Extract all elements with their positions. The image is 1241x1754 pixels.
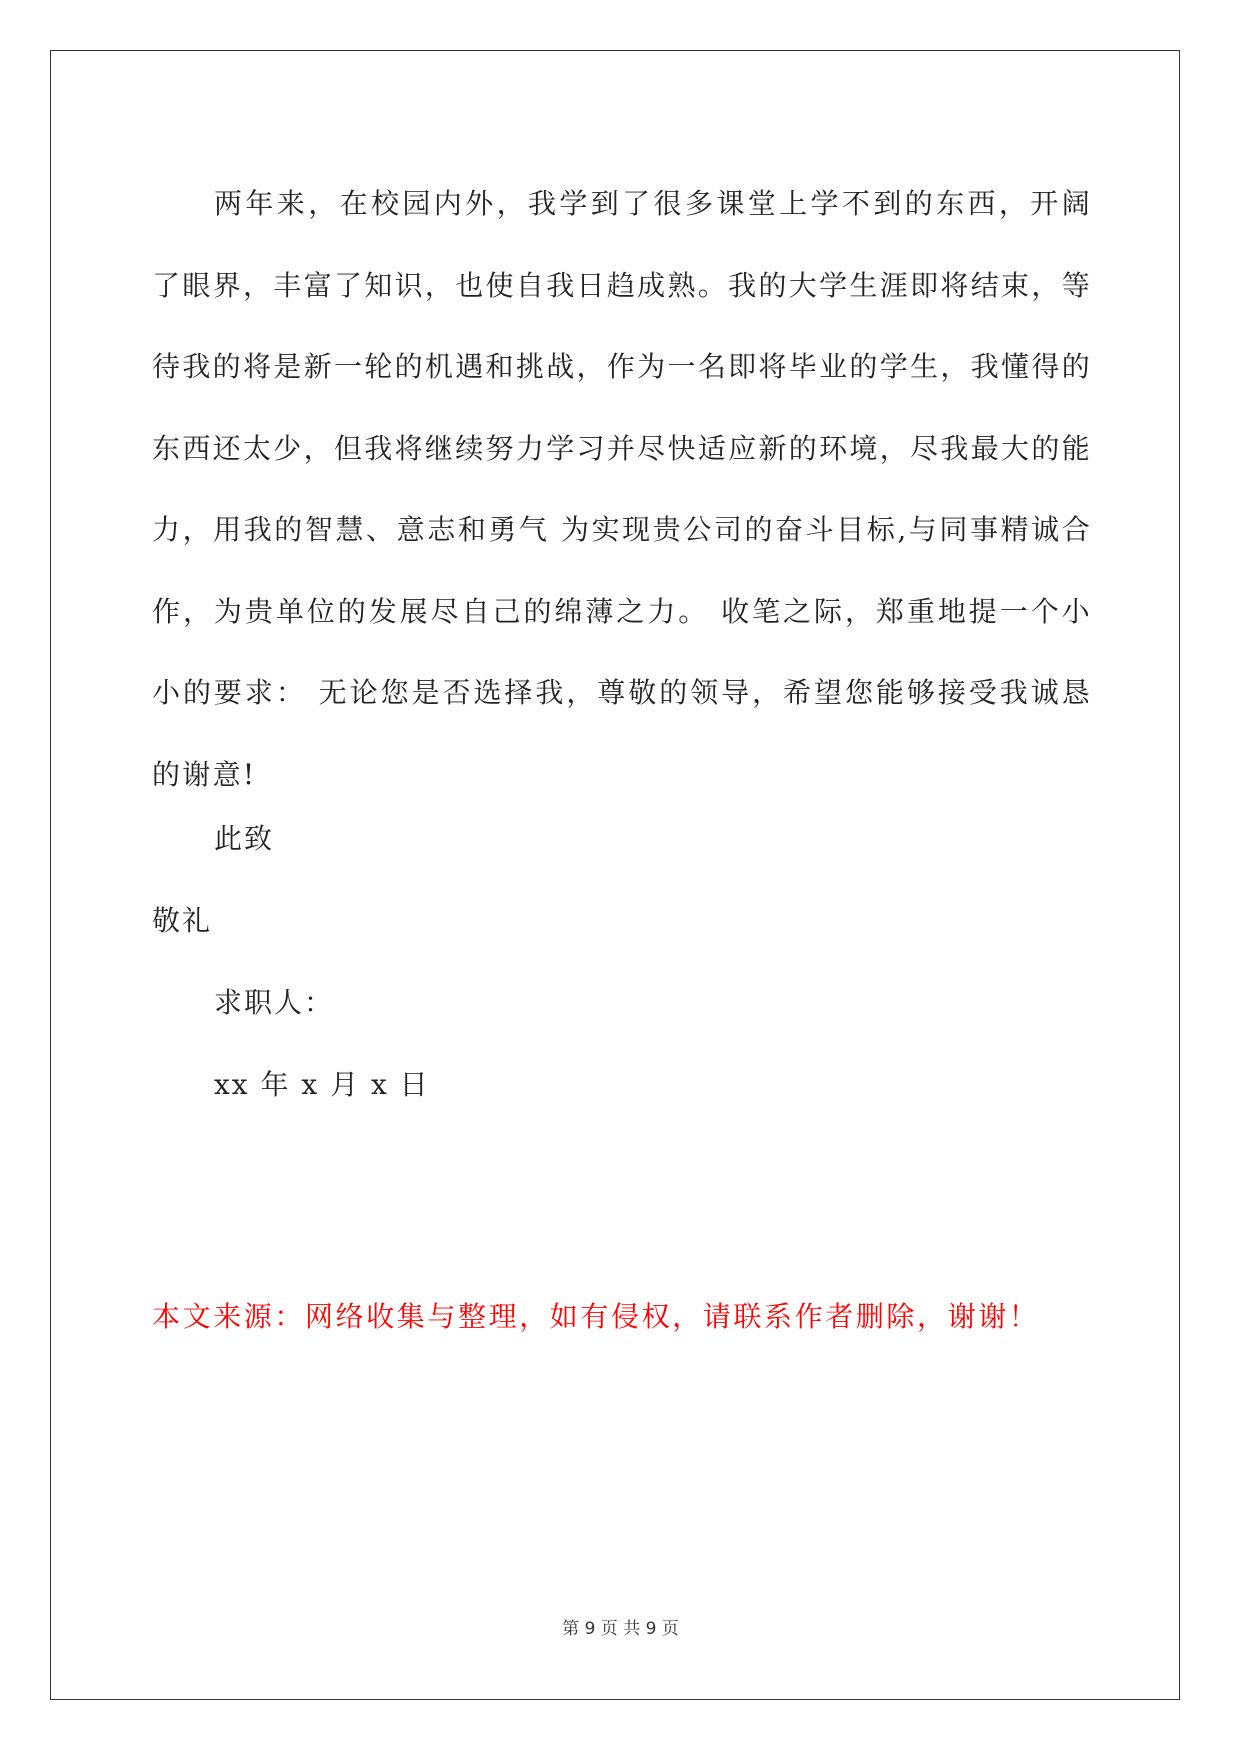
closing-salutation: 此致 bbox=[214, 822, 275, 855]
date-line: xx 年 x 月 x 日 bbox=[214, 1068, 430, 1101]
closing-regards: 敬礼 bbox=[152, 904, 213, 937]
letter-body-paragraph: 两年来，在校园内外，我学到了很多课堂上学不到的东西，开阔了眼界，丰富了知识，也使自我日趋成熟。我的大学生涯即将结束，等待我的将是新一轮的机遇和挑战，作为一名即将毕业的学生，我懂得的东西还太少，但我将继续努力学习并尽快适应新的环境，尽我最大的能力，用我的智慧、意志和勇气 为实现贵公司的奋斗目标,与同事精诚合作，为贵单位的发展尽自己的绵薄之力。 收笔之际，郑重地提一个小小的要求： 无论您是否选择我，尊敬的领导，希望您能够接受我诚恳的谢意! bbox=[152, 187, 1092, 791]
page-footer: 第 9 页 共 9 页 bbox=[562, 1619, 679, 1639]
applicant-label: 求职人： bbox=[214, 986, 335, 1019]
source-notice: 本文来源：网络收集与整理，如有侵权，请联系作者删除，谢谢！ bbox=[152, 1300, 1040, 1333]
